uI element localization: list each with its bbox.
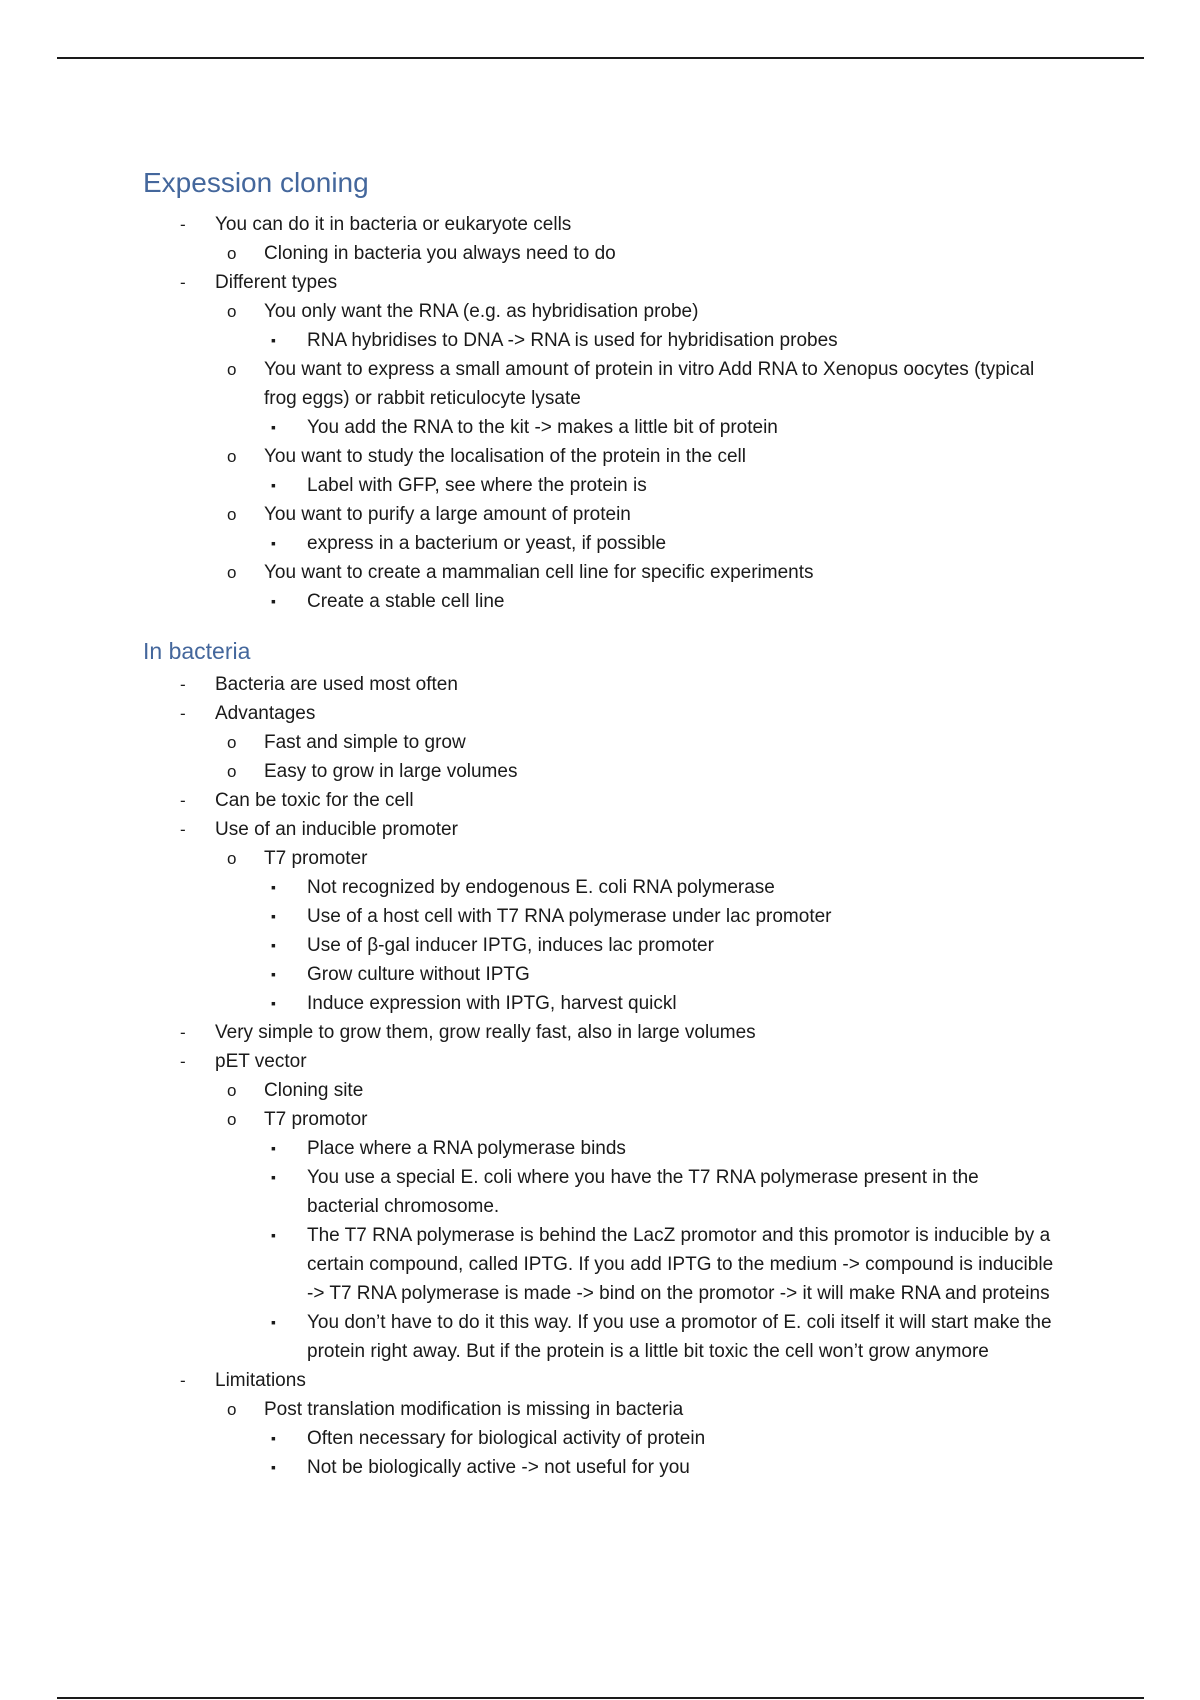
list-item-text: You want to study the localisation of the protein in the cell — [264, 446, 746, 467]
list-item-level-3 — [0, 931, 1055, 960]
list-item-level-1 — [0, 699, 1055, 728]
list-item-text: Not recognized by endogenous E. coli RNA polymerase — [307, 877, 775, 898]
list-item-level-1 — [0, 1366, 1055, 1395]
list-item-text: Use of β-gal inducer IPTG, induces lac promoter — [307, 935, 714, 956]
list-item-text: Very simple to grow them, grow really fast, also in large volumes — [215, 1022, 756, 1043]
bullet-marker: - — [180, 1371, 186, 1390]
list-item-level-3 — [0, 587, 1055, 616]
list-item-text: You add the RNA to the kit -> makes a little bit of protein — [307, 417, 778, 438]
bullet-marker: o — [227, 849, 237, 868]
section-title-bacteria: In bacteria — [143, 638, 251, 664]
list-item-level-1 — [0, 268, 1055, 297]
list-item-text: Cloning site — [264, 1080, 364, 1101]
list-item-text: Can be toxic for the cell — [215, 790, 414, 811]
bullet-marker: - — [180, 273, 186, 292]
list-item-level-2 — [0, 442, 1055, 471]
bullet-marker: ▪ — [271, 966, 276, 982]
list-item-text: Label with GFP, see where the protein is — [307, 475, 647, 496]
list-item-text: T7 promotor — [264, 1109, 368, 1130]
bullet-marker: o — [227, 302, 237, 321]
bullet-marker: ▪ — [271, 477, 276, 493]
list-item-text: Place where a RNA polymerase binds — [307, 1138, 626, 1159]
list-item-level-1 — [0, 815, 1055, 844]
list-item-text: The T7 RNA polymerase is behind the LacZ promotor and this promotor is inducible by a certain compound, called IPTG. If you add IPTG to the medium -> compound is inducible -> T7 RNA polymerase is made -> bind on the promotor -> it will make RNA and proteins — [307, 1225, 1054, 1304]
list-item-level-2 — [0, 558, 1055, 587]
list-item-level-3 — [0, 873, 1055, 902]
list-item-level-2 — [0, 239, 1055, 268]
list-item-text: You want to express a small amount of protein in vitro Add RNA to Xenopus oocytes (typical frog eggs) or rabbit reticulocyte lysate — [264, 359, 1035, 409]
list-item-level-3 — [0, 989, 1055, 1018]
bullet-marker: ▪ — [271, 1459, 276, 1475]
list-item-text: You want to create a mammalian cell line for specific experiments — [264, 562, 814, 583]
bullet-marker: - — [180, 675, 186, 694]
list-item-level-3 — [0, 1163, 1055, 1221]
bullet-marker: ▪ — [271, 1169, 276, 1185]
bullet-marker: o — [227, 1081, 237, 1100]
list-item-level-1 — [0, 786, 1055, 815]
bullet-marker: o — [227, 505, 237, 524]
bullet-marker: - — [180, 791, 186, 810]
header-rule — [57, 57, 1144, 59]
list-item-level-2 — [0, 757, 1055, 786]
bullet-marker: o — [227, 244, 237, 263]
list-item-level-3 — [0, 1453, 1055, 1482]
list-item-level-1 — [0, 1018, 1055, 1047]
list-item-text: Bacteria are used most often — [215, 674, 458, 695]
list-item-level-1 — [0, 210, 1055, 239]
list-item-text: Cloning in bacteria you always need to do — [264, 243, 616, 264]
list-item-text: Advantages — [215, 703, 316, 724]
list-item-level-3 — [0, 1424, 1055, 1453]
list-item-level-2 — [0, 1395, 1055, 1424]
bullet-marker: ▪ — [271, 908, 276, 924]
list-item-level-3 — [0, 326, 1055, 355]
bullet-marker: ▪ — [271, 1314, 276, 1330]
list-item-text: Different types — [215, 272, 338, 293]
bullet-marker: ▪ — [271, 937, 276, 953]
list-item-level-1 — [0, 670, 1055, 699]
bacteria-list — [0, 670, 1200, 1482]
list-item-text: You use a special E. coli where you have the T7 RNA polymerase present in the bacterial chromosome. — [307, 1167, 979, 1217]
bullet-marker: ▪ — [271, 879, 276, 895]
list-item-level-3 — [0, 529, 1055, 558]
list-item-level-1 — [0, 1047, 1055, 1076]
bullet-marker: o — [227, 762, 237, 781]
list-item-text: Create a stable cell line — [307, 591, 505, 612]
list-item-text: express in a bacterium or yeast, if possible — [307, 533, 667, 554]
bullet-marker: ▪ — [271, 419, 276, 435]
list-item-text: Grow culture without IPTG — [307, 964, 530, 985]
expression-cloning-list — [0, 210, 1200, 616]
list-item-level-3 — [0, 1308, 1055, 1366]
list-item-level-3 — [0, 413, 1055, 442]
list-item-level-3 — [0, 1134, 1055, 1163]
footer-rule — [57, 1697, 1144, 1699]
list-item-level-2 — [0, 297, 1055, 326]
bullet-marker: o — [227, 733, 237, 752]
list-item-text: Easy to grow in large volumes — [264, 761, 518, 782]
list-item-text: Post translation modification is missing in bacteria — [264, 1399, 684, 1420]
bullet-marker: ▪ — [271, 1140, 276, 1156]
list-item-text: Not be biologically active -> not useful for you — [307, 1457, 690, 1478]
list-item-text: You can do it in bacteria or eukaryote cells — [215, 214, 572, 235]
bullet-marker: ▪ — [271, 1430, 276, 1446]
bullet-marker: o — [227, 1400, 237, 1419]
bullet-marker: - — [180, 215, 186, 234]
list-item-text: pET vector — [215, 1051, 307, 1072]
bullet-marker: - — [180, 1023, 186, 1042]
list-item-text: You don’t have to do it this way. If you use a promotor of E. coli itself it will start make the protein right away. But if the protein is a little bit toxic the cell won’t grow anymore — [307, 1312, 1052, 1362]
list-item-level-3 — [0, 471, 1055, 500]
list-item-level-3 — [0, 1221, 1055, 1308]
bullet-marker: - — [180, 704, 186, 723]
list-item-text: You only want the RNA (e.g. as hybridisation probe) — [264, 301, 699, 322]
list-item-text: RNA hybridises to DNA -> RNA is used for hybridisation probes — [307, 330, 838, 351]
bullet-marker: ▪ — [271, 995, 276, 1011]
list-item-text: T7 promoter — [264, 848, 368, 869]
bullet-marker: - — [180, 820, 186, 839]
list-item-level-2 — [0, 500, 1055, 529]
bullet-marker: ▪ — [271, 1227, 276, 1243]
bullet-marker: o — [227, 447, 237, 466]
list-item-text: Fast and simple to grow — [264, 732, 466, 753]
bullet-marker: ▪ — [271, 593, 276, 609]
list-item-text: You want to purify a large amount of protein — [264, 504, 631, 525]
bullet-marker: ▪ — [271, 332, 276, 348]
list-item-level-2 — [0, 355, 1055, 413]
list-item-level-2 — [0, 1076, 1055, 1105]
bullet-marker: o — [227, 563, 237, 582]
list-item-text: Use of an inducible promoter — [215, 819, 458, 840]
list-item-level-3 — [0, 960, 1055, 989]
page-title: Expession cloning — [143, 167, 369, 198]
list-item-level-3 — [0, 902, 1055, 931]
list-item-level-2 — [0, 728, 1055, 757]
bullet-marker: o — [227, 360, 237, 379]
bullet-marker: - — [180, 1052, 186, 1071]
list-item-text: Induce expression with IPTG, harvest quickl — [307, 993, 677, 1014]
list-item-text: Limitations — [215, 1370, 306, 1391]
list-item-level-2 — [0, 1105, 1055, 1134]
bullet-marker: o — [227, 1110, 237, 1129]
list-item-text: Often necessary for biological activity of protein — [307, 1428, 706, 1449]
bullet-marker: ▪ — [271, 535, 276, 551]
list-item-text: Use of a host cell with T7 RNA polymerase under lac promoter — [307, 906, 832, 927]
list-item-level-2 — [0, 844, 1055, 873]
